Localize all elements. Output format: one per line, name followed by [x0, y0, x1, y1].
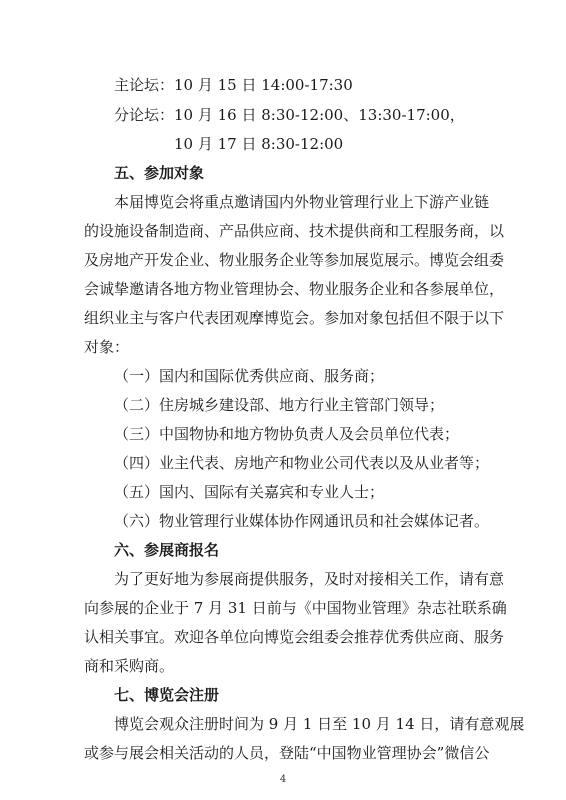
paragraph-line: 本届博览会将重点邀请国内外物业管理行业上下游产业链 — [114, 193, 490, 211]
section-heading-expo-registration: 七、博览会注册 — [114, 686, 220, 704]
sub-forum-schedule-day2: 10 月 17 日 8:30-12:00 — [174, 135, 344, 153]
list-item: （二）住房城乡建设部、地方行业主管部门领导； — [114, 396, 445, 414]
sub-forum-schedule-day1: 分论坛：10 月 16 日 8:30-12:00、13:30-17:00， — [114, 106, 465, 124]
paragraph-line: 为了更好地为参展商提供服务，及时对接相关工作，请有意 — [114, 570, 505, 588]
page-number: 4 — [279, 774, 287, 785]
list-item: （四）业主代表、房地产和物业公司代表以及从业者等； — [114, 454, 490, 472]
paragraph-line: 对象： — [84, 338, 130, 356]
paragraph-line: 的设施设备制造商、产品供应商、技术提供商和工程服务商，以 — [84, 222, 505, 240]
list-item: （一）国内和国际优秀供应商、服务商； — [114, 367, 385, 385]
list-item: （三）中国物协和地方物协负责人及会员单位代表； — [114, 425, 460, 443]
list-item: （六）物业管理行业媒体协作网通讯员和社会媒体记者。 — [114, 512, 490, 530]
list-item: （五）国内、国际有关嘉宾和专业人士； — [114, 483, 385, 501]
main-forum-schedule: 主论坛：10 月 15 日 14:00-17:30 — [114, 76, 353, 94]
section-heading-exhibitor-registration: 六、参展商报名 — [114, 541, 220, 559]
paragraph-line: 组织业主与客户代表团观摩博览会。参加对象包括但不限于以下 — [84, 309, 505, 327]
paragraph-line: 博览会观众注册时间为 9 月 1 日至 10 月 14 日，请有意观展 — [114, 715, 525, 733]
section-heading-participants: 五、参加对象 — [114, 164, 205, 182]
paragraph-line: 认相关事宜。欢迎各单位向博览会组委会推荐优秀供应商、服务 — [84, 628, 505, 646]
paragraph-line: 向参展的企业于 7 月 31 日前与《中国物业管理》杂志社联系确 — [84, 599, 507, 617]
paragraph-line: 或参与展会相关活动的人员，登陆“中国物业管理协会”微信公 — [84, 744, 490, 762]
paragraph-line: 及房地产开发企业、物业服务企业等参加展览展示。博览会组委 — [84, 251, 505, 269]
paragraph-line: 商和采购商。 — [84, 657, 175, 675]
paragraph-line: 会诚挚邀请各地方物业管理协会、物业服务企业和各参展单位， — [84, 280, 505, 298]
